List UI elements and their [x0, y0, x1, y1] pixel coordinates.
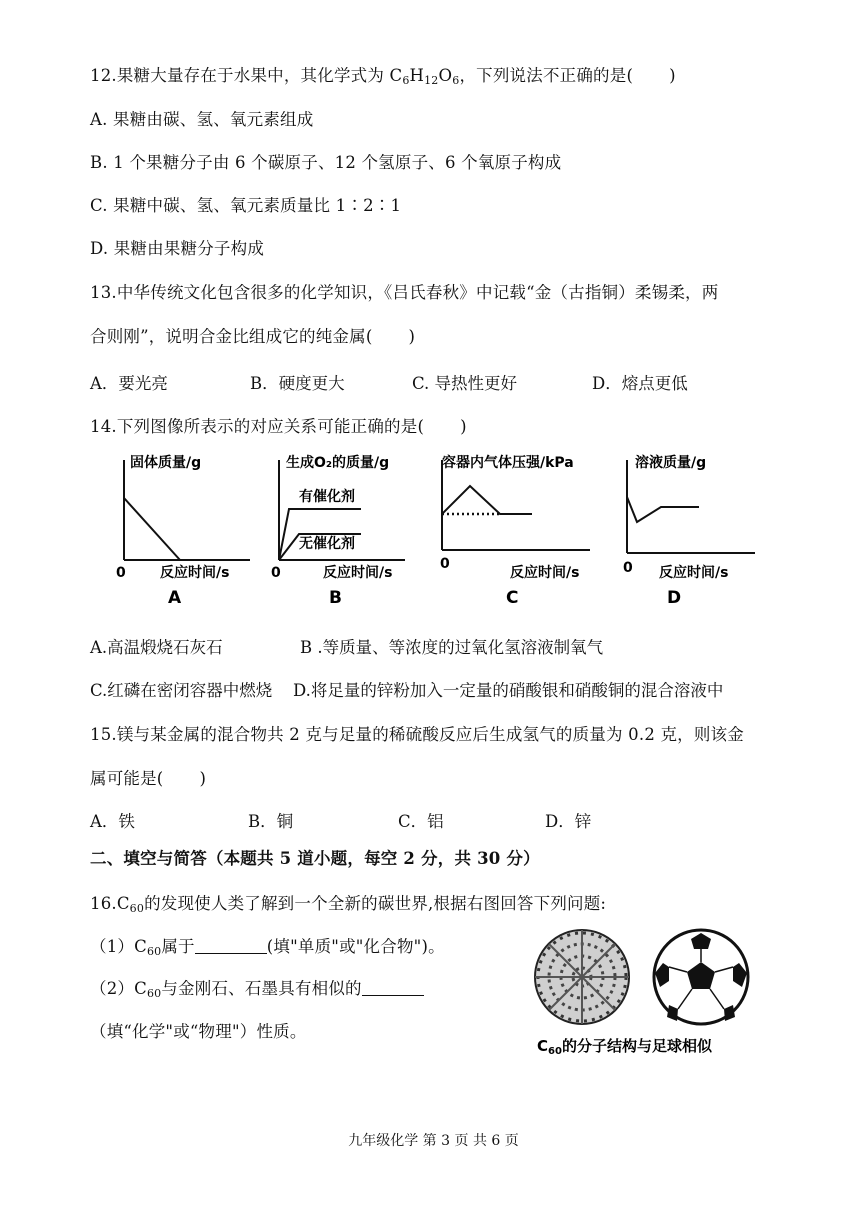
q12-option-c: C. 果糖中碳、氢、氧元素质量比 1∶2∶1	[90, 196, 402, 215]
graph-a-curve	[124, 498, 180, 560]
graph-a-ylabel: 固体质量/g	[130, 455, 202, 471]
graph-c-ylabel: 容器内气体压强/kPa	[442, 455, 574, 471]
graph-c-origin: 0	[440, 556, 450, 572]
q16-part3: （填“化学"或“物理"）性质。	[90, 1022, 307, 1041]
football-image	[654, 930, 748, 1024]
q13-stem-line2: 合则刚”，说明合金比组成它的纯金属( )	[90, 327, 416, 346]
section-heading: 二、填空与简答（本题共 5 道小题，每空 2 分，共 30 分）	[90, 849, 540, 868]
graph-d-xlabel: 反应时间/s	[659, 565, 729, 581]
graph-b-origin: 0	[271, 565, 281, 581]
graph-d-curve	[627, 497, 699, 522]
q12-stem: 12.果糖大量存在于水果中，其化学式为 $C_6H_{12}O_6$，下列说法不正确的是( )	[90, 66, 676, 87]
q15-stem-line1: 15.镁与某金属的混合物共 2 克与足量的稀硫酸反应后生成氢气的质量为 0.2 克，则该金	[90, 725, 744, 744]
c60-molecule-image	[535, 930, 629, 1024]
graph-c	[420, 450, 600, 610]
q13-stem-line1: 13.中华传统文化包含很多的化学知识，《吕氏春秋》中记载“金（古指铜）柔锡柔，两	[90, 283, 719, 302]
graph-c-letter: C	[506, 588, 519, 608]
q13-option-a: A．要光亮	[90, 374, 168, 393]
graph-b-ylabel: 生成O₂的质量/g	[286, 455, 390, 471]
graph-a-origin: 0	[116, 565, 126, 581]
graph-b	[255, 450, 415, 610]
q16-part1: $(1)C_{60}$属于 (填"单质"或"化合物")。	[90, 937, 445, 958]
q15-option-d: D．锌	[545, 812, 592, 831]
graph-b-letter: B	[329, 588, 342, 608]
graph-b-xlabel: 反应时间/s	[323, 565, 393, 581]
q13-option-b: B．硬度更大	[250, 374, 345, 393]
graph-b-label-catalyst: 有催化剂	[299, 489, 355, 505]
q12-option-d: D. 果糖由果糖分子构成	[90, 239, 265, 258]
graph-d-ylabel: 溶液质量/g	[635, 455, 707, 471]
q13-option-d: D．熔点更低	[592, 374, 688, 393]
graph-c-xlabel: 反应时间/s	[510, 565, 580, 581]
graph-b-label-no-catalyst: 无催化剂	[299, 536, 355, 552]
q12-option-b: B. 1 个果糖分子由 6 个碳原子、12 个氢原子、6 个氧原子构成	[90, 153, 562, 172]
q14-option-d: D.将足量的锌粉加入一定量的硝酸银和硝酸铜的混合溶液中	[293, 681, 724, 700]
graph-d	[605, 450, 765, 610]
graph-a-xlabel: 反应时间/s	[160, 565, 230, 581]
graph-d-letter: D	[667, 588, 682, 608]
q15-stem-line2: 属可能是( )	[90, 769, 207, 788]
q15-option-a: A．铁	[90, 812, 135, 831]
q16-blank-2[interactable]	[362, 979, 424, 996]
graph-c-curve	[442, 486, 532, 514]
q15-option-b: B．铜	[248, 812, 294, 831]
q12-option-a: A. 果糖由碳、氢、氧元素组成	[90, 110, 314, 129]
q16-part2: $(2)C_{60}$与金刚石、石墨具有相似的	[90, 975, 424, 1000]
q14-option-c: C.红磷在密闭容器中燃烧	[90, 681, 273, 700]
graph-a	[100, 450, 260, 610]
q14-stem: 14.下列图像所表示的对应关系可能正确的是( )	[90, 417, 467, 436]
q15-option-c: C．铝	[398, 812, 444, 831]
q16-blank-1[interactable]	[195, 937, 267, 954]
c60-caption: $C_{60}$的分子结构与足球相似	[537, 1037, 712, 1057]
graph-d-origin: 0	[623, 560, 633, 576]
page-footer: 九年级化学 第 3 页 共 6 页	[348, 1133, 519, 1149]
q14-option-a: A.高温煅烧石灰石	[90, 638, 223, 657]
graph-a-letter: A	[168, 588, 182, 608]
q13-option-c: C. 导热性更好	[412, 374, 518, 393]
c60-figure	[525, 925, 765, 1060]
q16-stem: $16.C_{60}$的发现使人类了解到一个全新的碳世界,根据右图回答下列问题:	[90, 894, 607, 915]
q14-option-b: B .等质量、等浓度的过氧化氢溶液制氧气	[300, 638, 604, 657]
